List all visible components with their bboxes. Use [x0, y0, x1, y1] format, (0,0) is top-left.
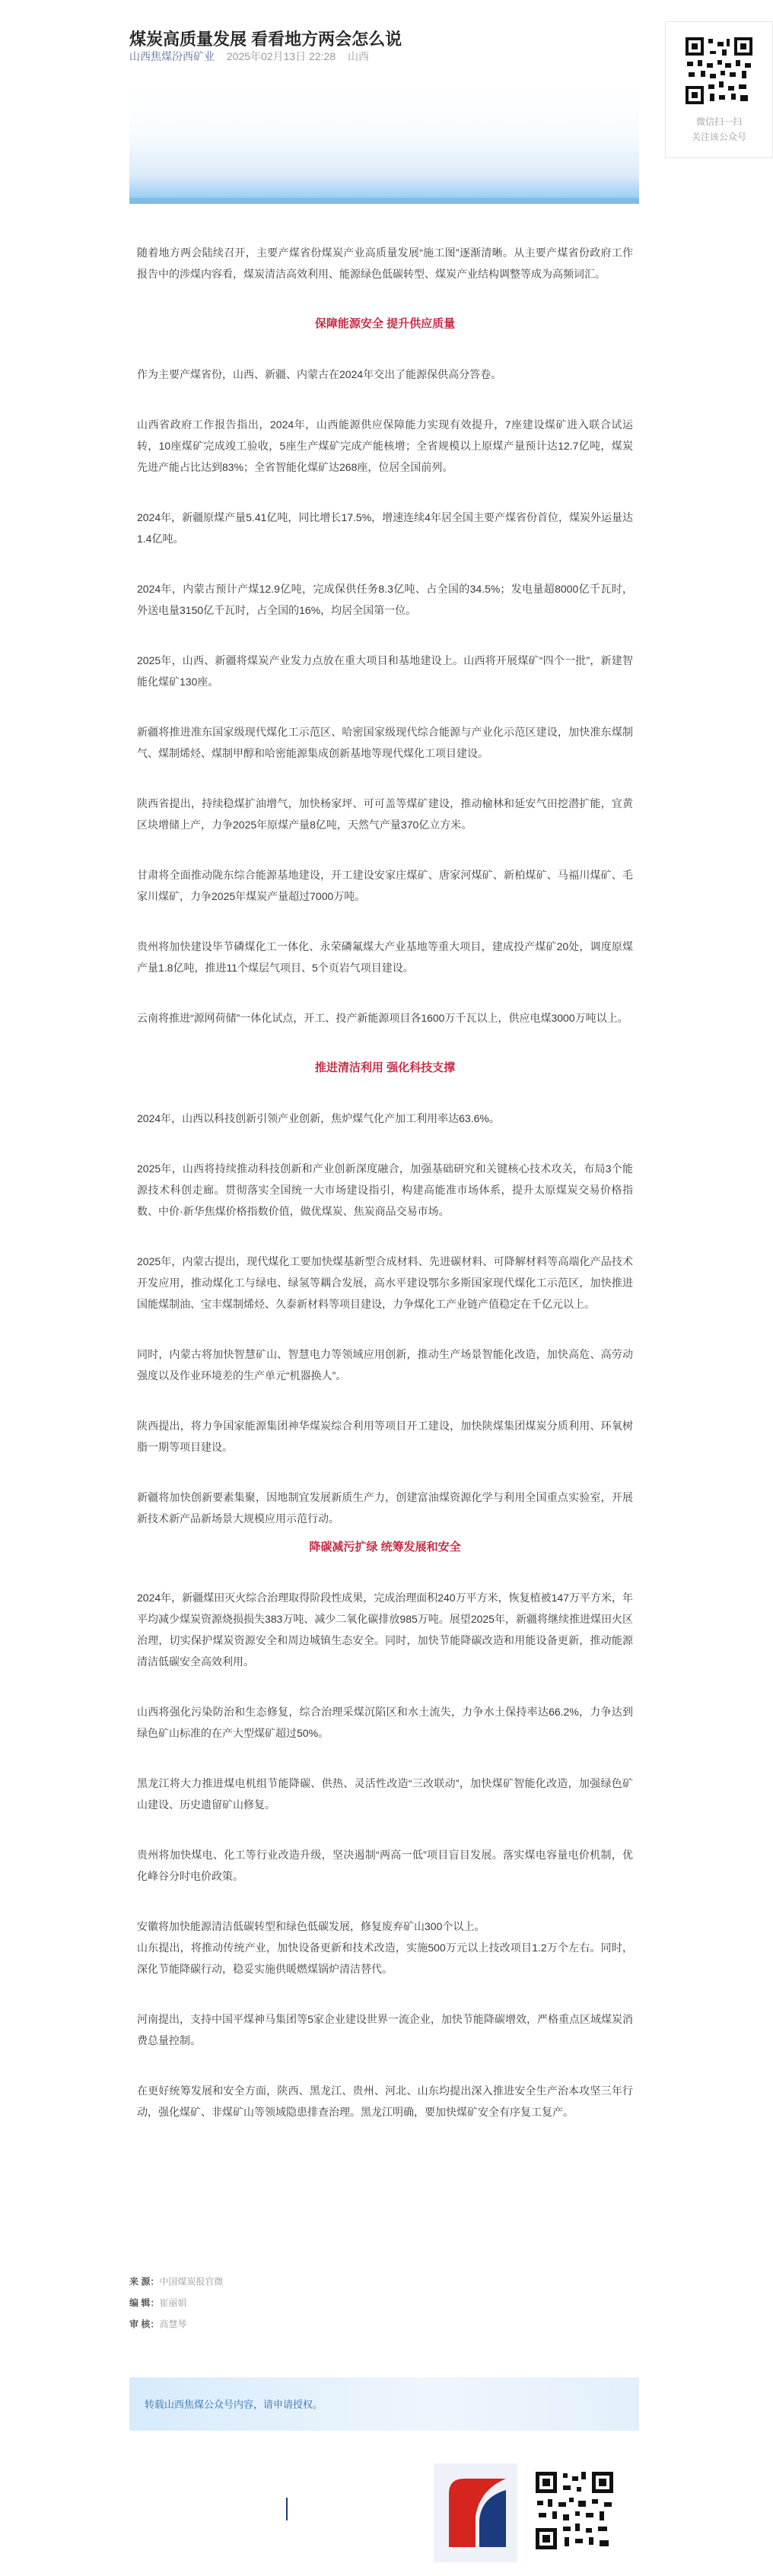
- paragraph: 河南提出，支持中国平煤神马集团等5家企业建设世界一流企业，加快节能降碳增效，严格重点区域煤炭消费总量控制。: [137, 2013, 633, 2046]
- paragraph: 2025年，内蒙古提出，现代煤化工要加快煤基新型合成材料、先进碳材料、可降解材料等高端化产品技术开发应用，推动煤化工与绿电、绿氢等耦合发展，高水平建设鄂尔多斯国家现代煤化工示范区，加快推进国能煤制油、宝丰煤制烯烃、久泰新材料等项目建设，力争煤化工产业链产值稳定在千亿元以上。: [137, 1255, 633, 1310]
- paragraph: 2024年，新疆原煤产量5.41亿吨，同比增长17.5%，增速连续4年居全国主要产煤省份首位，煤炭外运量达1.4亿吨。: [137, 511, 633, 545]
- footer-divider: [286, 2498, 288, 2520]
- paragraph: 同时，内蒙古将加快智慧矿山、智慧电力等领域应用创新，推动生产场景智能化改造，加快高危、高劳动强度以及作业环境差的生产单元“机器换人”。: [137, 1348, 633, 1382]
- paragraph: 新疆将推进准东国家级现代煤化工示范区、哈密国家级现代综合能源与产业化示范区建设，加快准东煤制气、煤制烯烃、煤制甲醇和哈密能源集成创新基地等现代煤化工项目建设。: [137, 726, 633, 759]
- repost-notice-banner: [129, 2377, 639, 2431]
- credit-editor: 编 辑：崔丽娟: [129, 2298, 187, 2308]
- credits: [129, 2271, 639, 2335]
- paragraph: 2024年，山西以科技创新引领产业创新，焦炉煤气化产加工利用率达63.6%。: [137, 1112, 500, 1124]
- paragraph: 安徽将加快能源清洁低碳转型和绿色低碳发展，修复废弃矿山300个以上。: [137, 1920, 485, 1932]
- section-heading: 降碳减污扩绿 统筹发展和安全: [309, 1541, 461, 1554]
- paragraph: 2024年，内蒙古预计产煤12.9亿吨，完成保供任务8.3亿吨、占全国的34.5%；发电量超8000亿千瓦时，外送电量3150亿千瓦时，占全国的16%，均居全国第一位。: [137, 583, 633, 616]
- article-meta: [129, 49, 369, 64]
- credit-source: 来 源：中国煤炭报官微: [129, 2276, 224, 2287]
- footer-qr-code: [533, 2469, 616, 2552]
- paragraph: 贵州将加快建设毕节磷煤化工一体化、永荣磷氟煤大产业基地等重大项目，建成投产煤矿20处，调度原煤产量1.8亿吨，推进11个煤层气项目、5个页岩气项目建设。: [137, 940, 633, 974]
- article-body: [137, 242, 633, 2151]
- paragraph: 2025年，山西、新疆将煤炭产业发力点放在重大项目和基地建设上。山西将开展煤矿“四个一批”，新建智能化煤矿130座。: [137, 654, 633, 688]
- paragraph: 作为主要产煤省份，山西、新疆、内蒙古在2024年交出了能源保供高分答卷。: [137, 368, 502, 380]
- account-link[interactable]: 山西焦煤汾西矿业: [129, 50, 215, 62]
- paragraph: 云南将推进“源网荷储”一体化试点，开工、投产新能源项目各1600万千瓦以上，供应电煤3000万吨以上。: [137, 1012, 628, 1024]
- header-banner-image: [129, 90, 639, 204]
- paragraph: 贵州将加快煤电、化工等行业改造升级，坚决遏制“两高一低”项目盲目发展。落实煤电容量电价机制，优化峰谷分时电价政策。: [137, 1849, 633, 1882]
- paragraph: 2025年，山西将持续推动科技创新和产业创新深度融合，加强基础研究和关键核心技术攻关，布局3个能源技术科创走廊。贯彻落实全国统一大市场建设指引，构建高能准市场体系，提升太原煤炭交易价格指数、中价·新华焦煤价格指数价值，做优煤炭、焦炭商品交易市场。: [137, 1162, 633, 1217]
- paragraph: 在更好统筹发展和安全方面，陕西、黑龙江、贵州、河北、山东均提出深入推进安全生产治本攻坚三年行动，强化煤矿、非煤矿山等领域隐患排查治理。黑龙江明确，要加快煤矿安全有序复工复产。: [137, 2085, 633, 2118]
- credit-review: 审 核：高慧琴: [129, 2319, 187, 2330]
- paragraph: 甘肃将全面推动陇东综合能源基地建设，开工建设安家庄煤矿、唐家河煤矿、新柏煤矿、马福川煤矿、毛家川煤矿，力争2025年煤炭产量超过7000万吨。: [137, 869, 633, 902]
- publish-date: 2025年02月13日 22:28: [226, 50, 336, 62]
- follow-caption-follow: 关注该公众号: [691, 132, 746, 142]
- paragraph: 黑龙江将大力推进煤电机组节能降碳、供热、灵活性改造“三改联动”，加快煤矿智能化改造，加强绿色矿山建设、历史遗留矿山修复。: [137, 1777, 633, 1811]
- follow-panel: [665, 21, 773, 158]
- section-heading: 保障能源安全 提升供应质量: [314, 317, 456, 330]
- paragraph: 2024年，新疆煤田灭火综合治理取得阶段性成果，完成治理面积240万平方米，恢复植被147万平方米，年平均减少煤炭资源烧损损失383万吨、减少二氧化碳排放985万吨。展望2025年，新疆将继续推进煤田火区治理，切实保护煤炭资源安全和周边城镇生态安全。同时，加快节能降碳改造和用能设备更新，推动能源清洁低碳安全高效利用。: [137, 1592, 633, 1668]
- publish-location: 山西: [348, 50, 369, 62]
- paragraph: 山西将强化污染防治和生态修复，综合治理采煤沉陷区和水土流失，力争水土保持率达66.2%，力争达到绿色矿山标准的在产大型煤矿超过50%。: [137, 1706, 633, 1739]
- paragraph: 山东提出，将推动传统产业，加快设备更新和技术改造，实施500万元以上技改项目1.2万个左右。同时，深化节能降碳行动，稳妥实施供暖燃煤锅炉清洁替代。: [137, 1942, 633, 1975]
- paragraph: 新疆将加快创新要素集聚，因地制宜发展新质生产力，创建富油煤资源化学与利用全国重点实验室，开展新技术新产品新场景大规模应用示范行动。: [137, 1491, 633, 1525]
- follow-caption-scan: 微信扫一扫: [695, 116, 742, 127]
- follow-qr-code[interactable]: [684, 36, 754, 106]
- paragraph: 陕西省提出，持续稳煤扩油增气，加快杨家坪、可可盖等煤矿建设，推动榆林和延安气田挖潜扩能，宜黄区块增储上产，力争2025年原煤产量8亿吨，天然气产量370亿立方米。: [137, 797, 633, 831]
- paragraph: 随着地方两会陆续召开，主要产煤省份煤炭产业高质量发展“施工图”逐渐清晰。从主要产煤省份政府工作报告中的涉煤内容看，煤炭清洁高效利用、能源绿色低碳转型、煤炭产业结构调整等成为高频词汇。: [137, 246, 633, 280]
- page-title: 煤炭高质量发展 看看地方两会怎么说: [129, 29, 402, 49]
- company-logo: [434, 2463, 517, 2562]
- repost-notice-text: 转载山西焦煤公众号内容，请申请授权。: [145, 2399, 323, 2410]
- paragraph: 山西省政府工作报告指出，2024年，山西能源供应保障能力实现有效提升，7座建设煤矿进入联合试运转，10座煤矿完成竣工验收，5座生产煤矿完成产能核增；全省规模以上原煤产量预计达12.7亿吨，煤炭先进产能占比达到83%；全省智能化煤矿达268座，位居全国前列。: [137, 418, 633, 473]
- paragraph: 陕西提出，将力争国家能源集团神华煤炭综合利用等项目开工建设，加快陕煤集团煤炭分质利用、环氧树脂一期等项目建设。: [137, 1420, 633, 1453]
- section-heading: 推进清洁利用 强化科技支撑: [314, 1061, 456, 1074]
